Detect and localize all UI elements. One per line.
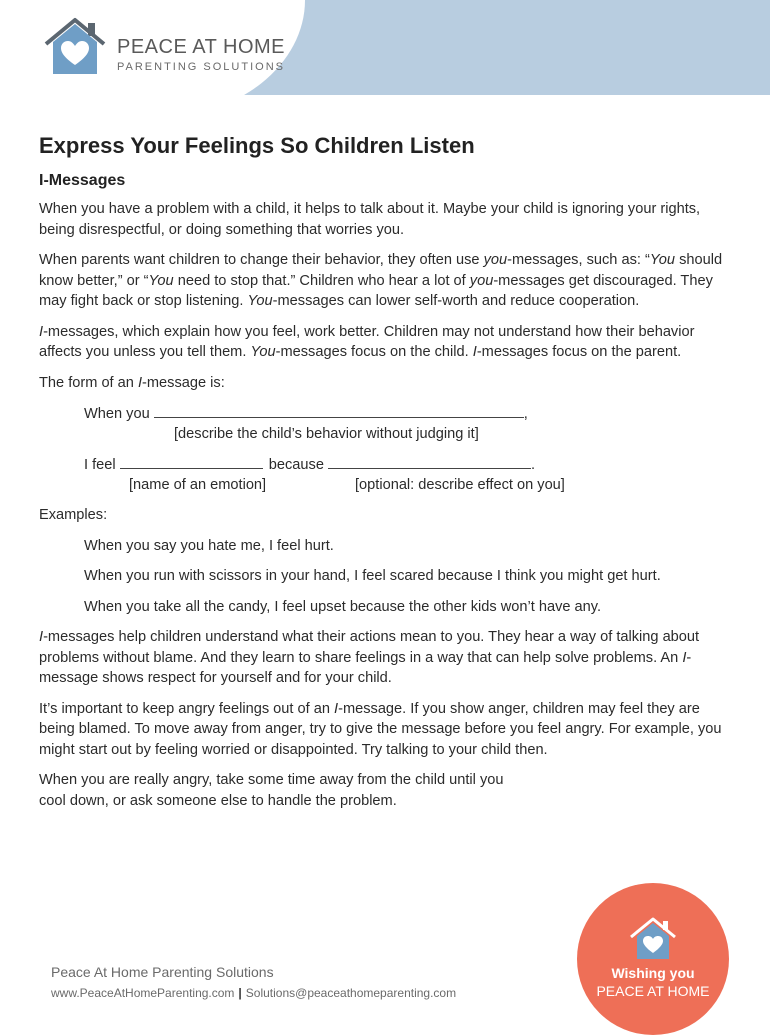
i-message-form <box>39 403 734 495</box>
form-hints-emotion-effect: [name of an emotion] [optional: describe effect on you] <box>129 476 565 493</box>
form-line-i-feel: I feel because . <box>39 454 734 475</box>
website-link[interactable]: www.PeaceAtHomeParenting.com <box>51 986 235 1000</box>
paragraph-benefits: I-messages help children understand what their actions mean to you. They hear a way of talking about problems without blame. And they learn to share feelings in a way that can help solve problems. An I-message shows respect for yourself and for your child. <box>39 629 700 686</box>
footer-organization: Peace At Home Parenting Solutions <box>51 964 274 980</box>
house-heart-icon <box>627 915 679 961</box>
logo-subtitle: PARENTING SOLUTIONS <box>117 61 285 73</box>
logo <box>0 0 305 118</box>
email-link[interactable]: Solutions@peaceathomeparenting.com <box>245 986 457 1000</box>
badge-line1: Wishing you <box>611 965 695 981</box>
form-line-when-you: When you , <box>39 403 734 424</box>
page-title: Express Your Feelings So Children Listen <box>39 133 475 158</box>
example-item: When you say you hate me, I feel hurt. <box>84 537 334 554</box>
examples-label: Examples: <box>39 507 108 523</box>
paragraph-i-messages: I-messages, which explain how you feel, work better. Children may not understand how their behavior affects you unless you tell them. You-messages focus on the child. I-messages focus on the parent. <box>39 323 695 360</box>
document-body <box>39 133 734 821</box>
example-item: When you take all the candy, I feel upset because the other kids won’t have any. <box>84 598 602 615</box>
footer-separator: | <box>238 986 242 1000</box>
badge-line2: PEACE AT HOME <box>596 983 710 999</box>
section-heading: I-Messages <box>39 172 126 189</box>
paragraph-form-intro: The form of an I-message is: <box>39 374 225 391</box>
paragraph-anger: It’s important to keep angry feelings out of an I-message. If you show anger, children may feel they are being blamed. To move away from anger, try to give the message before you feel angry. For example, you might start out by feeling worried or disappointed. Try talking to your child then. <box>39 700 722 758</box>
paragraph-you-messages: When parents want children to change their behavior, they often use you-messages, such as: “You should know better,” or “You need to stop that.” Children who hear a lot of you-messages get discouraged. They may fight back or stop listening. You-messages can lower self-worth and reduce cooperation. <box>39 252 723 309</box>
example-item: When you run with scissors in your hand, I feel scared because I think you might get hurt. <box>84 568 661 584</box>
paragraph-cool-down: When you are really angry, take some time away from the child until you cool down, or ask someone else to handle the problem. <box>39 772 504 809</box>
wishing-badge <box>577 883 729 1035</box>
paragraph-intro: When you have a problem with a child, it helps to talk about it. Maybe your child is ignoring your rights, being disrespectful, or doing something that worries you. <box>39 201 701 238</box>
house-heart-icon <box>40 14 110 78</box>
footer-contact <box>51 986 456 1000</box>
logo-title: PEACE AT HOME <box>117 36 286 58</box>
form-hint-behavior: [describe the child’s behavior without judging it] <box>174 425 479 442</box>
